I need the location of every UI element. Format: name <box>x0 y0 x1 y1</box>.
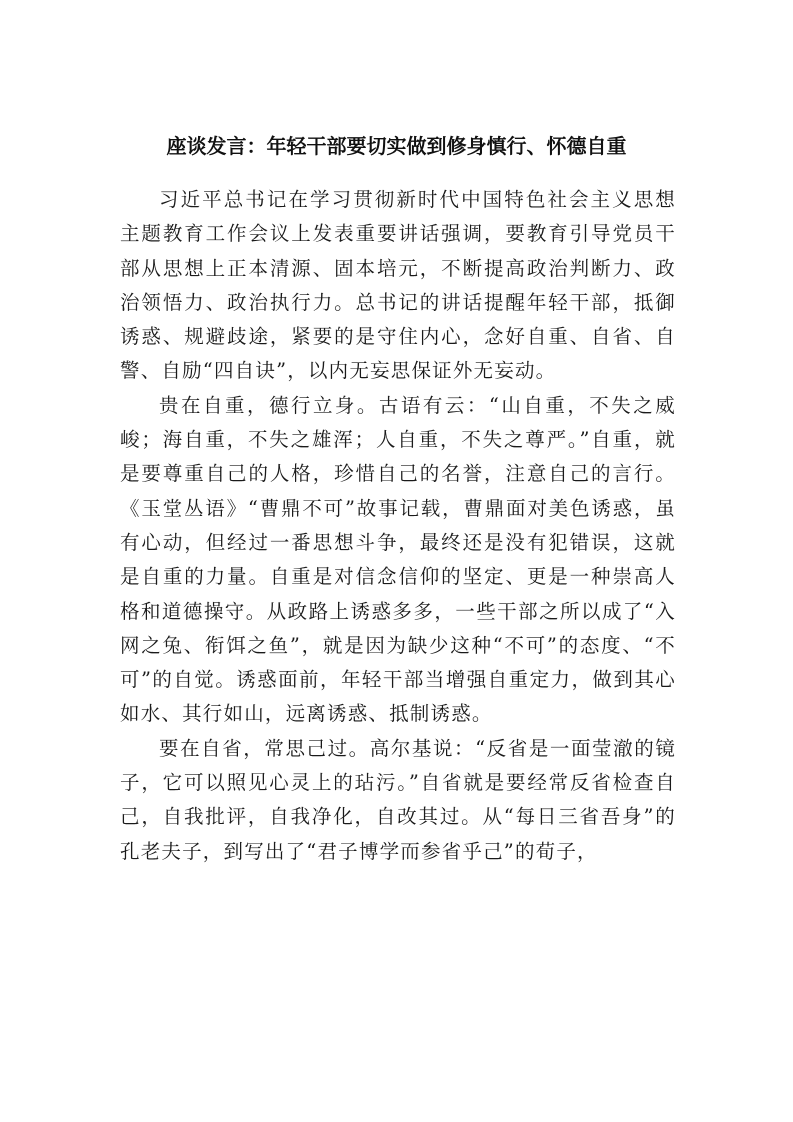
document-body <box>120 183 676 869</box>
document-title: 座谈发言：年轻干部要切实做到修身慎行、怀德自重 <box>166 134 627 158</box>
paragraph: 习近平总书记在学习贯彻新时代中国特色社会主义思想主题教育工作会议上发表重要讲话强调，要教育引导党员干部从思想上正本清源、固本培元，不断提高政治判断力、政治领悟力、政治执行力。总书记的讲话提醒年轻干部，抵御诱惑、规避歧途，紧要的是守住内心，念好自重、自省、自警、自励“四自诀”，以内无妄思保证外无妄动。 <box>120 188 676 383</box>
paragraph: 贵在自重，德行立身。古语有云：“山自重，不失之威峻；海自重，不失之雄浑；人自重，不失之尊严。”自重，就是要尊重自己的人格，珍惜自己的名誉，注意自己的言行。《玉堂丛语》“曹鼎不可”故事记载，曹鼎面对美色诱惑，虽有心动，但经过一番思想斗争，最终还是没有犯错误，这就是自重的力量。自重是对信念信仰的坚定、更是一种崇高人格和道德操守。从政路上诱惑多多，一些干部之所以成了“入网之兔、衔饵之鱼”，就是因为缺少这种“不可”的态度、“不可”的自觉。诱惑面前，年轻干部当增强自重定力，做到其心如水、其行如山，远离诱惑、抵制诱惑。 <box>120 393 676 726</box>
paragraph: 要在自省，常思己过。高尔基说：“反省是一面莹澈的镜子，它可以照见心灵上的玷污。”自省就是要经常反省检查自己，自我批评，自我净化，自改其过。从“每日三省吾身”的孔老夫子，到写出了“君子博学而参省乎己”的荀子， <box>120 736 676 863</box>
